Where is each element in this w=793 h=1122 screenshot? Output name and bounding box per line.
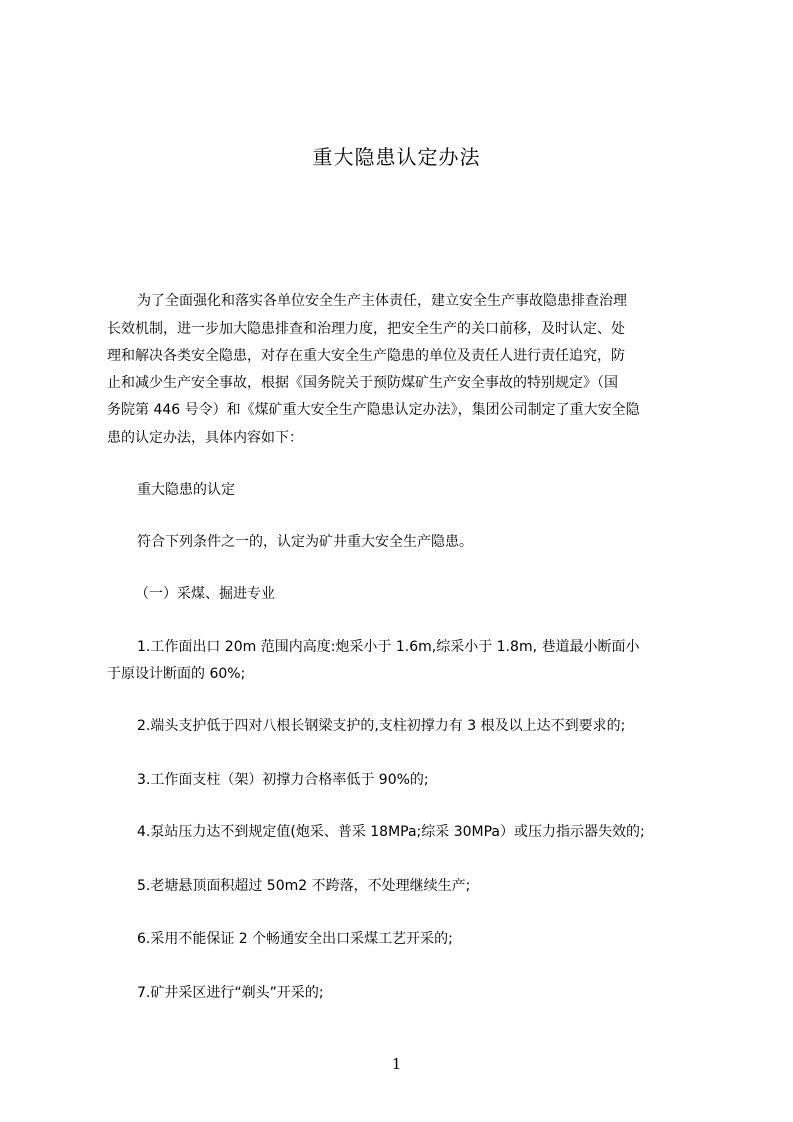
subsection-heading: （一）采煤、掘进专业 xyxy=(135,586,275,602)
intro-line: 长效机制，进一步加大隐患排查和治理力度，把安全生产的关口前移，及时认定、处 xyxy=(107,321,625,337)
criteria-item: 于原设计断面的 60%; xyxy=(107,666,246,682)
intro-line: 理和解决各类安全隐患，对存在重大安全生产隐患的单位及责任人进行责任追究，防 xyxy=(107,348,625,364)
intro-line: 患的认定办法，具体内容如下： xyxy=(107,430,303,446)
intro-line: 止和减少生产安全事故，根据《国务院关于预防煤矿生产安全事故的特别规定》（国 xyxy=(107,375,618,391)
criteria-intro: 符合下列条件之一的，认定为矿井重大安全生产隐患。 xyxy=(137,534,473,550)
criteria-item: 4.泵站压力达不到规定值(炮采、普采 18MPa;综采 30MPa）或压力指示器失效的; xyxy=(137,824,645,840)
intro-line: 务院第 446 号令）和《煤矿重大安全生产隐患认定办法》，集团公司制定了重大安全隐 xyxy=(107,402,640,418)
criteria-item: 3.工作面支柱（架）初撑力合格率低于 90%的; xyxy=(137,772,429,788)
criteria-item: 6.采用不能保证 2 个畅通安全出口采煤工艺开采的; xyxy=(137,931,453,947)
criteria-item: 2.端头支护低于四对八根长钢梁支护的,支柱初撑力有 3 根及以上达不到要求的; xyxy=(137,718,626,734)
section-heading: 重大隐患的认定 xyxy=(137,482,235,498)
intro-line: 为了全面强化和落实各单位安全生产主体责任，建立安全生产事故隐患排查治理 xyxy=(137,293,627,309)
criteria-item: 1.工作面出口 20m 范围内高度:炮采小于 1.6m,综采小于 1.8m, 巷道最小断面小 xyxy=(137,639,640,655)
criteria-item: 5.老塘悬顶面积超过 50m2 不跨落，不处理继续生产; xyxy=(137,878,471,894)
document-title: 重大隐患认定办法 xyxy=(312,145,481,169)
criteria-item: 7.矿井采区进行“剃头”开采的; xyxy=(137,985,324,1001)
page-number: 1 xyxy=(391,1055,402,1073)
